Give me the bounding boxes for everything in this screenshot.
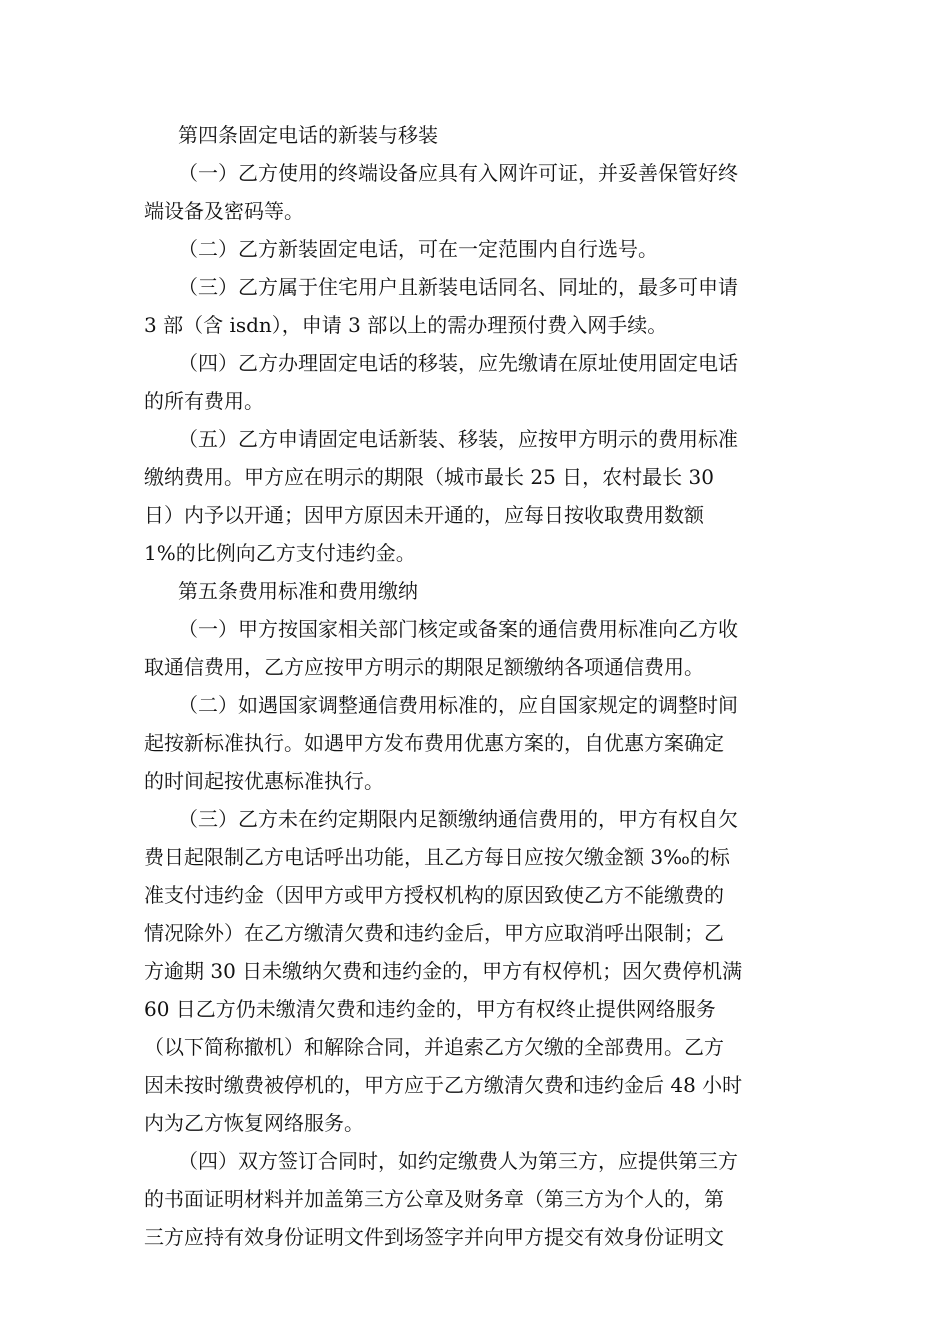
text-line: （二）乙方新装固定电话，可在一定范围内自行选号。: [178, 237, 658, 261]
text-line: 日）内予以开通；因甲方原因未开通的，应每日按收取费用数额: [144, 503, 704, 527]
text-line: 第五条费用标准和费用缴纳: [178, 579, 418, 603]
paragraph: [144, 154, 808, 230]
text-line: 3 部（含 isdn），申请 3 部以上的需办理预付费入网手续。: [144, 313, 668, 337]
text-line: （四）乙方办理固定电话的移装，应先缴请在原址使用固定电话: [178, 351, 738, 375]
text-line: 的书面证明材料并加盖第三方公章及财务章（第三方为个人的，第: [144, 1187, 724, 1211]
text-line: 起按新标准执行。如遇甲方发布费用优惠方案的，自优惠方案确定: [144, 731, 724, 755]
text-line: 内为乙方恢复网络服务。: [144, 1111, 364, 1135]
paragraph: [144, 420, 808, 572]
text-line: （以下简称撤机）和解除合同，并追索乙方欠缴的全部费用。乙方: [144, 1035, 724, 1059]
text-line: （三）乙方属于住宅用户且新装电话同名、同址的，最多可申请: [178, 275, 738, 299]
paragraph: [144, 230, 808, 268]
text-line: 因未按时缴费被停机的，甲方应于乙方缴清欠费和违约金后 48 小时: [144, 1073, 743, 1097]
text-line: 方逾期 30 日未缴纳欠费和违约金的，甲方有权停机；因欠费停机满: [144, 959, 743, 983]
paragraph: [144, 268, 808, 344]
text-line: （四）双方签订合同时，如约定缴费人为第三方，应提供第三方: [178, 1149, 738, 1173]
text-line: 情况除外）在乙方缴清欠费和违约金后，甲方应取消呼出限制；乙: [144, 921, 724, 945]
paragraph: [144, 800, 808, 1142]
text-line: 第四条固定电话的新装与移装: [178, 123, 438, 147]
text-line: 60 日乙方仍未缴清欠费和违约金的，甲方有权终止提供网络服务: [144, 997, 716, 1021]
text-line: （一）甲方按国家相关部门核定或备案的通信费用标准向乙方收: [178, 617, 738, 641]
text-line: 取通信费用，乙方应按甲方明示的期限足额缴纳各项通信费用。: [144, 655, 704, 679]
text-line: 端设备及密码等。: [144, 199, 304, 223]
text-line: （一）乙方使用的终端设备应具有入网许可证，并妥善保管好终: [178, 161, 738, 185]
text-line: 缴纳费用。甲方应在明示的期限（城市最长 25 日，农村最长 30: [144, 465, 714, 489]
paragraph: [144, 686, 808, 800]
paragraph: [144, 344, 808, 420]
text-line: 的时间起按优惠标准执行。: [144, 769, 384, 793]
text-line: （五）乙方申请固定电话新装、移装，应按甲方明示的费用标准: [178, 427, 738, 451]
paragraph: [144, 572, 808, 610]
text-line: 费日起限制乙方电话呼出功能，且乙方每日应按欠缴金额 3‰的标: [144, 845, 730, 869]
text-line: 的所有费用。: [144, 389, 264, 413]
document-body: [144, 116, 808, 1256]
paragraph: [144, 610, 808, 686]
text-line: 1%的比例向乙方支付违约金。: [144, 541, 416, 565]
text-line: 准支付违约金（因甲方或甲方授权机构的原因致使乙方不能缴费的: [144, 883, 724, 907]
text-line: （二）如遇国家调整通信费用标准的，应自国家规定的调整时间: [178, 693, 738, 717]
text-line: 三方应持有效身份证明文件到场签字并向甲方提交有效身份证明文: [144, 1225, 724, 1249]
text-line: （三）乙方未在约定期限内足额缴纳通信费用的，甲方有权自欠: [178, 807, 738, 831]
paragraph: [144, 116, 808, 154]
paragraph: [144, 1142, 808, 1256]
